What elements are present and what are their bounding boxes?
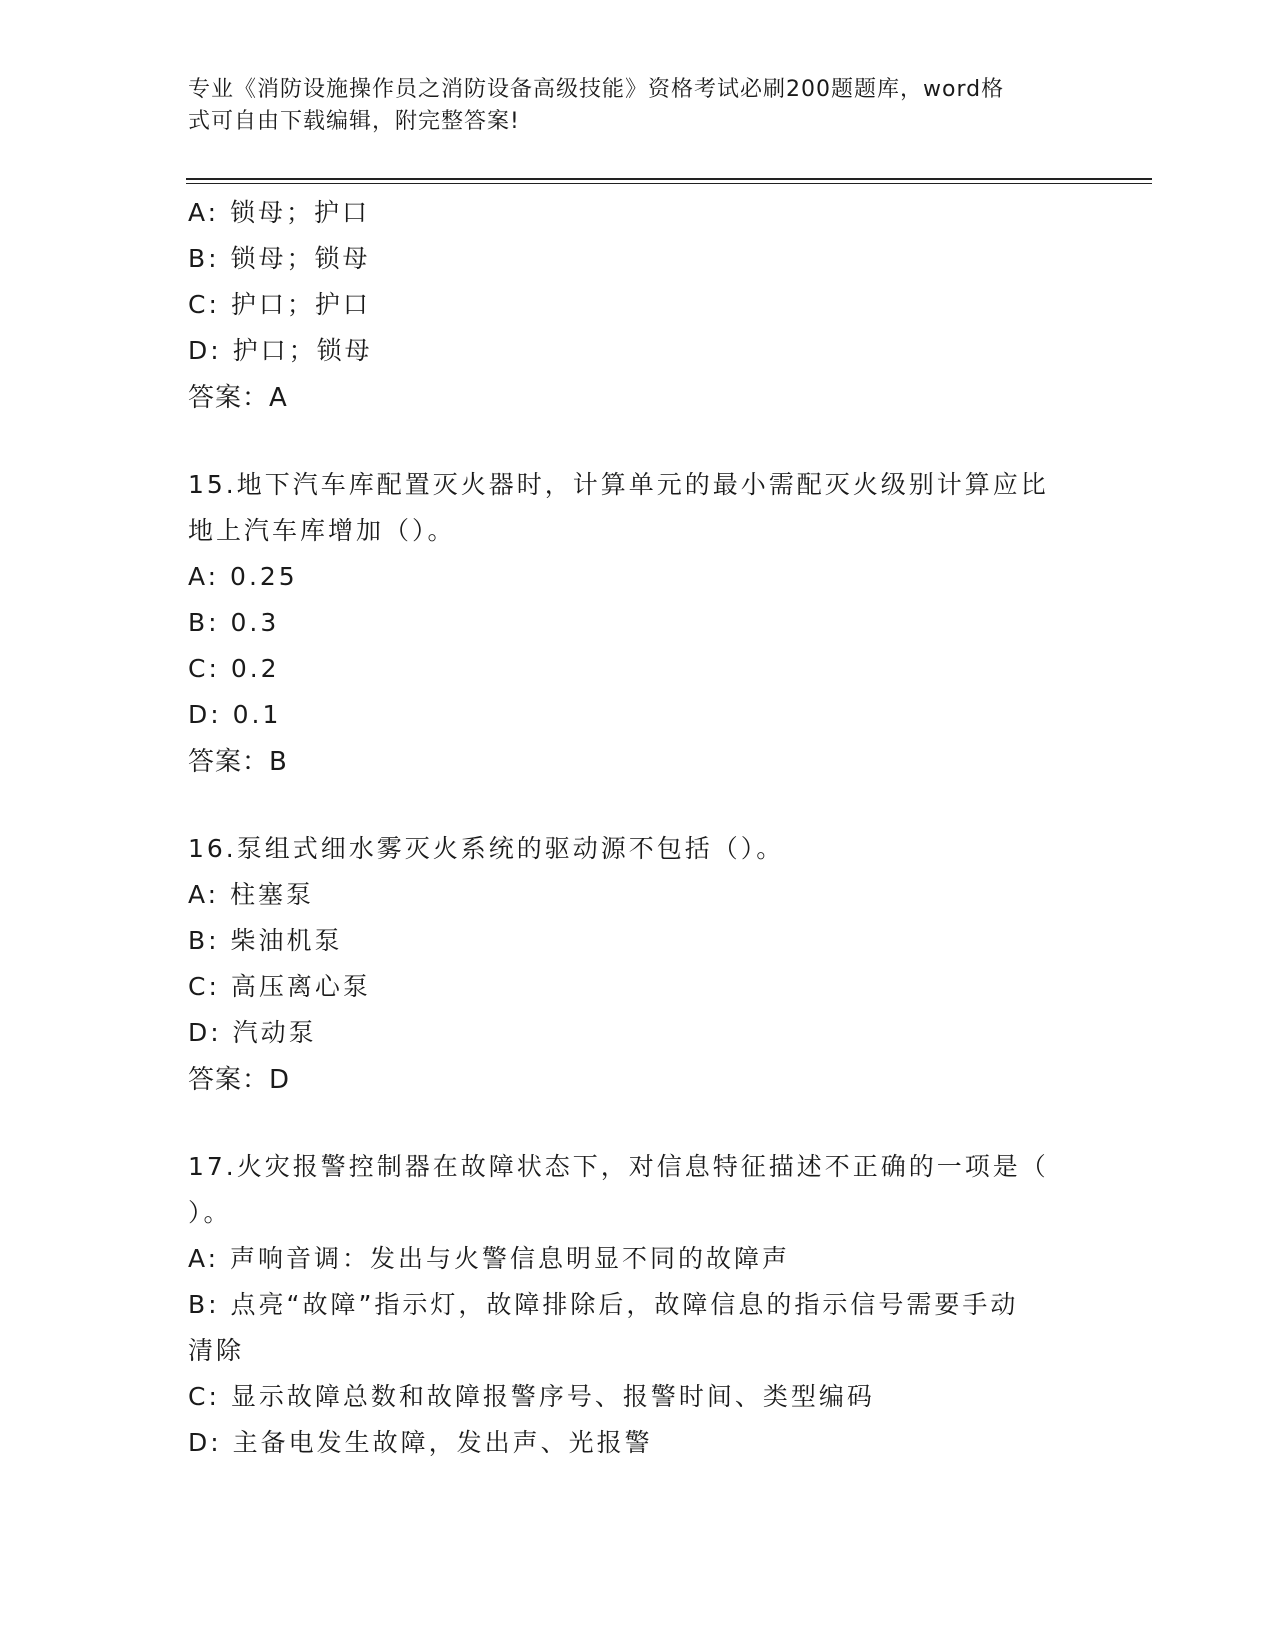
option-d: D: 护口；锁母 [188,336,373,365]
question-16 [188,826,1088,1104]
question-17 [188,1144,1088,1466]
option-b: B: 点亮“故障”指示灯，故障排除后，故障信息的指示信号需要手动 [188,1290,1019,1319]
option-d: D: 汽动泵 [188,1018,317,1047]
option-d: D: 主备电发生故障，发出声、光报警 [188,1428,653,1457]
header-rule [186,178,1152,180]
question-text-line-2: 地上汽车库增加（）。 [188,516,456,545]
header-line-2: 式可自由下载编辑，附完整答案! [188,109,520,134]
option-c: C: 护口；护口 [188,290,371,319]
answer-line: 答案：B [188,747,288,777]
option-a: A: 0.25 [188,562,298,591]
option-c: C: 高压离心泵 [188,972,371,1001]
option-a: A: 声响音调：发出与火警信息明显不同的故障声 [188,1244,791,1273]
header-line-1: 专业《消防设施操作员之消防设备高级技能》资格考试必刷200题题库，word格 [188,77,1005,102]
option-d: D: 0.1 [188,700,282,729]
question-text-line-1: 17.火灾报警控制器在故障状态下，对信息特征描述不正确的一项是（ [188,1152,1049,1181]
option-b: B: 柴油机泵 [188,926,343,955]
question-15 [188,462,1088,786]
option-b-continued: 清除 [188,1336,245,1365]
document-header [188,74,1068,138]
option-a: A: 柱塞泵 [188,880,315,909]
question-list [188,190,1088,1466]
option-c: C: 0.2 [188,654,280,683]
option-a: A: 锁母；护口 [188,198,371,227]
option-b: B: 0.3 [188,608,280,637]
option-b: B: 锁母；锁母 [188,244,371,273]
question-14 [188,190,1088,422]
answer-line: 答案：A [188,383,288,413]
answer-line: 答案：D [188,1065,291,1095]
option-c: C: 显示故障总数和故障报警序号、报警时间、类型编码 [188,1382,875,1411]
header-rule-thin [186,183,1152,184]
question-text-line-1: 15.地下汽车库配置灭火器时，计算单元的最小需配灭火级别计算应比 [188,470,1049,499]
question-text-line-1: 16.泵组式细水雾灭火系统的驱动源不包括（）。 [188,834,785,863]
question-text-line-2: ）。 [188,1198,232,1227]
